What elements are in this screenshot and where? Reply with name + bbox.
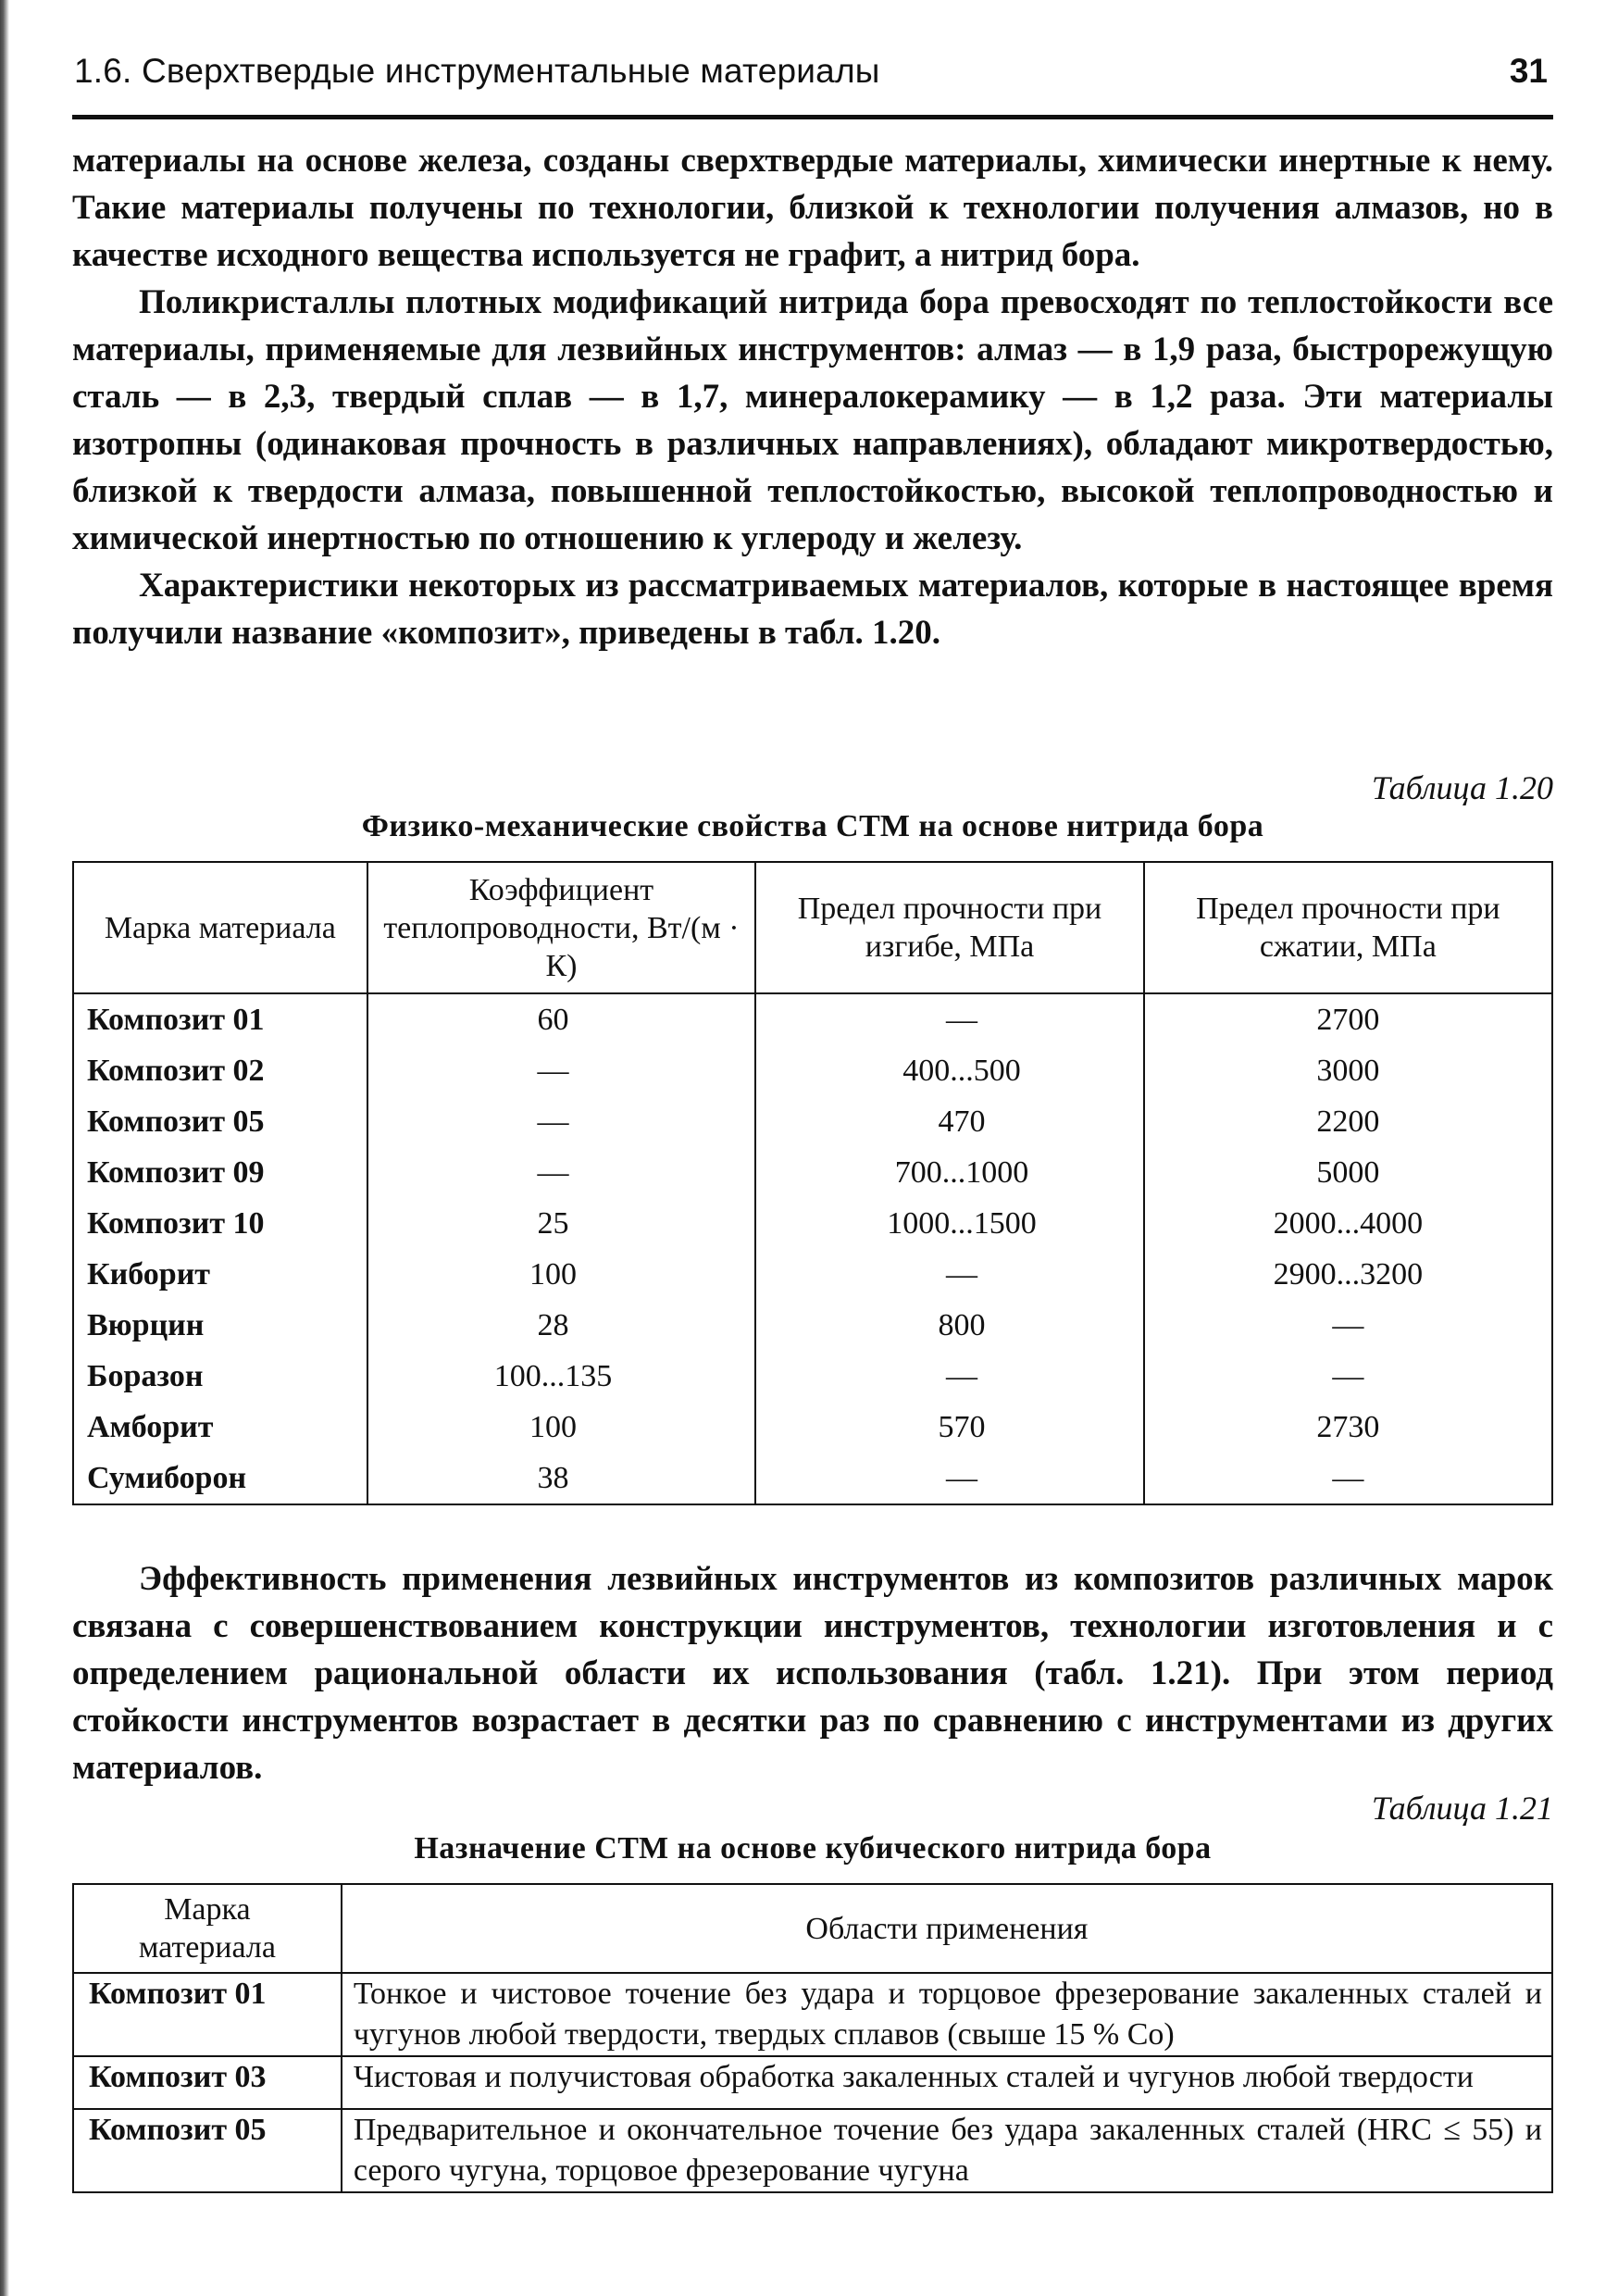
paragraph-2: Поликристаллы плотных модификаций нитрида бора превосходят по теплостойкости все материалы, применяемые для лезвийных инструментов: алмаз — в 1,9 раза, быстрорежущую сталь — в 2,3, твердый сплав — в 1,7, минералокерамику — в 1,2 раза. Эти материалы изотропны (одинаковая прочность в различных направлениях), обладают микротвердостью, близкой к твердости алмаза, повышенной теплостойкостью, высокой теплопроводностью и химической инертностью по отношению к углероду и железу. [72,283,1553,557]
material-name: Амборит [73,1402,367,1453]
table-row [73,1249,1552,1300]
paragraph-4: Эффективность применения лезвийных инструментов из композитов различных марок связана с совершенствованием конструкции инструментов, технологии изготовления и с определением рациональной области их использования (табл. 1.21). При этом период стойкости инструментов возрастает в десятки раз по сравнению с инструментами из других материалов. [72,1560,1553,1787]
table-row [73,1096,1552,1147]
application-area: Чистовая и получистовая обработка закаленных сталей и чугунов любой твердости [342,2056,1552,2109]
thermal-conductivity: 100...135 [367,1351,756,1402]
text-block-top [72,137,1553,656]
bending-strength: 470 [755,1096,1143,1147]
table-1-label: Таблица 1.20 [1371,769,1553,806]
bending-strength: 800 [755,1300,1143,1351]
table-1-header-cell: Марка материала [73,862,367,993]
material-name: Композит 09 [73,1147,367,1198]
material-name: Композит 02 [73,1045,367,1096]
material-name: Композит 10 [73,1198,367,1249]
table-1-header-cell: Предел прочности при сжатии, МПа [1144,862,1552,993]
table-row [73,1045,1552,1096]
compressive-strength: 2900...3200 [1144,1249,1552,1300]
application-area: Предварительное и окончательное точение без удара закаленных сталей (HRC ≤ 55) и серого чугуна, торцовое фрезерование чугуна [342,2109,1552,2192]
material-name: Композит 01 [73,993,367,1045]
compressive-strength: 2700 [1144,993,1552,1045]
compressive-strength: 2200 [1144,1096,1552,1147]
table-row [73,993,1552,1045]
material-name: Вюрцин [73,1300,367,1351]
thermal-conductivity: — [367,1096,756,1147]
page-number: 31 [1509,52,1548,90]
compressive-strength: — [1144,1300,1552,1351]
thermal-conductivity: 28 [367,1300,756,1351]
material-name: Киборит [73,1249,367,1300]
table-1-caption: Физико-механические свойства СТМ на основе нитрида бора [361,809,1264,843]
material-name: Композит 05 [73,1096,367,1147]
thermal-conductivity: 25 [367,1198,756,1249]
bending-strength: 700...1000 [755,1147,1143,1198]
bending-strength: 1000...1500 [755,1198,1143,1249]
application-area: Тонкое и чистовое точение без удара и торцовое фрезерование закаленных сталей и чугунов любой твердости, твердых сплавов (свыше 15 % Co) [342,1973,1552,2056]
thermal-conductivity: 100 [367,1249,756,1300]
bending-strength: 400...500 [755,1045,1143,1096]
material-name: Композит 05 [73,2109,342,2192]
table-row [73,1351,1552,1402]
compressive-strength: 2000...4000 [1144,1198,1552,1249]
table-row [73,2109,1552,2192]
thermal-conductivity: — [367,1147,756,1198]
table-row [73,1300,1552,1351]
running-header [72,43,1553,107]
bending-strength: — [755,993,1143,1045]
thermal-conductivity: 60 [367,993,756,1045]
material-name: Сумиборон [73,1453,367,1504]
table-row [73,2056,1552,2109]
thermal-conductivity: 100 [367,1402,756,1453]
header-rule [72,115,1553,119]
compressive-strength: — [1144,1351,1552,1402]
bending-strength: — [755,1453,1143,1504]
table-2-label: Таблица 1.21 [1371,1790,1553,1827]
material-name: Боразон [73,1351,367,1402]
table-1-header-cell: Коэффициент теплопроводности, Вт/(м · К) [367,862,756,993]
table-1 [72,861,1553,1505]
table-2 [72,1883,1553,2193]
compressive-strength: 2730 [1144,1402,1552,1453]
material-name: Композит 01 [73,1973,342,2056]
compressive-strength: 5000 [1144,1147,1552,1198]
material-name: Композит 03 [73,2056,342,2109]
paragraph-3: Характеристики некоторых из рассматриваемых материалов, которые в настоящее время получили название «композит», приведены в табл. 1.20. [72,567,1553,652]
bending-strength: — [755,1351,1143,1402]
header-title: 1.6. Сверхтвердые инструментальные материалы [74,52,880,90]
table-row [73,1973,1552,2056]
table-1-header-cell: Предел прочности при изгибе, МПа [755,862,1143,993]
table-row [73,1147,1552,1198]
paragraph-1: материалы на основе железа, созданы сверхтвердые материалы, химически инертные к нему. Такие материалы получены по технологии, близкой к технологии получения алмазов, но в качестве исходного вещества используется не графит, а нитрид бора. [72,142,1553,274]
thermal-conductivity: — [367,1045,756,1096]
scan-edge-shadow [0,0,9,2296]
thermal-conductivity: 38 [367,1453,756,1504]
book-page [72,0,1553,2296]
table-2-header-cell: Области применения [342,1884,1552,1973]
compressive-strength: — [1144,1453,1552,1504]
table-row [73,1402,1552,1453]
table-1-header-row [73,862,1552,993]
table-row [73,1198,1552,1249]
text-block-middle [72,1555,1553,1791]
table-row [73,1453,1552,1504]
compressive-strength: 3000 [1144,1045,1552,1096]
table-2-header-row [73,1884,1552,1973]
table-2-header-cell: Марка материала [73,1884,342,1973]
bending-strength: 570 [755,1402,1143,1453]
bending-strength: — [755,1249,1143,1300]
table-2-caption: Назначение СТМ на основе кубического нитрида бора [414,1831,1212,1866]
